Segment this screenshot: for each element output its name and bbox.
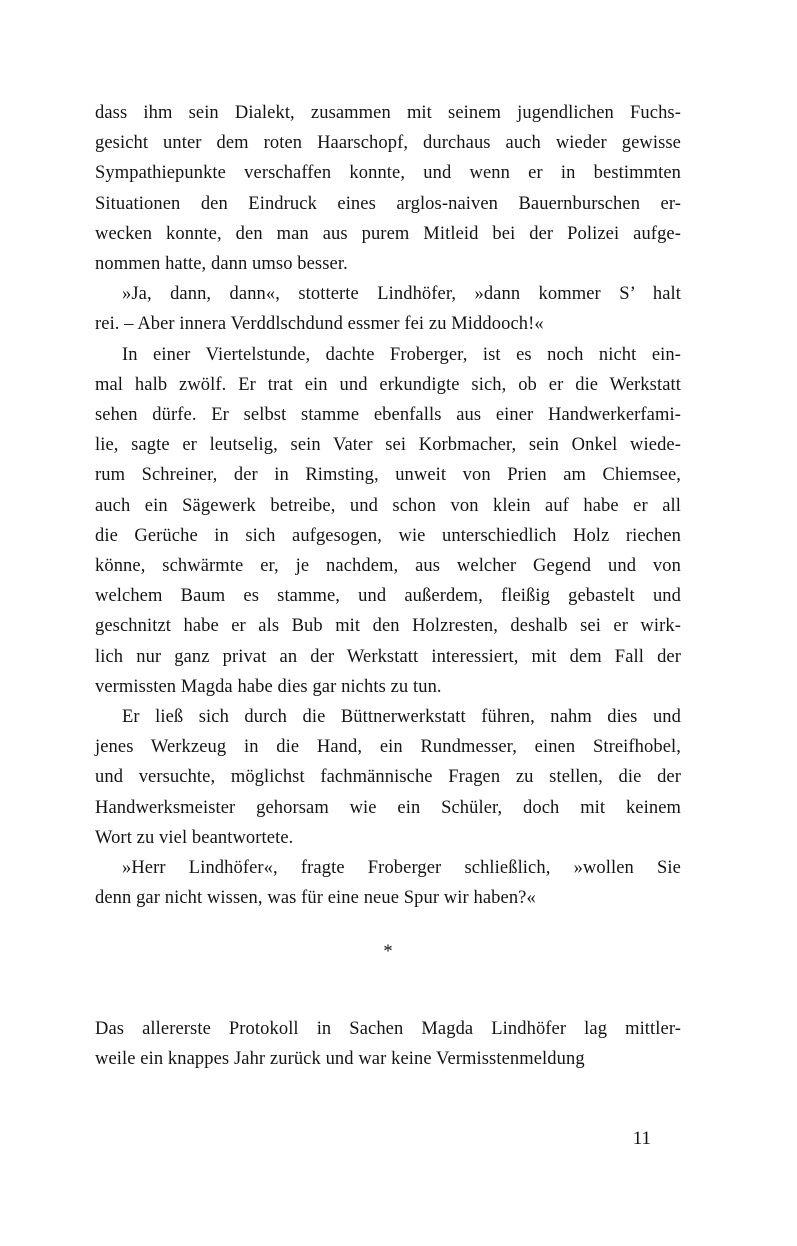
text-line: auch ein Sägewerk betreibe, und schon von klein auf habe er all (95, 495, 681, 516)
text-line: »Ja, dann, dann«, stotterte Lindhöfer, »dann kommer S’ halt (122, 284, 681, 305)
paragraph (95, 279, 681, 339)
text-line: lich nur ganz privat an der Werkstatt interessiert, mit dem Fall der (95, 646, 681, 667)
text-line: gesicht unter dem roten Haarschopf, durchaus auch wieder gewisse (95, 133, 681, 154)
text-block (95, 98, 681, 1074)
text-line: In einer Viertelstunde, dachte Froberger, ist es noch nicht ein- (122, 344, 681, 365)
text-line: Das allererste Protokoll in Sachen Magda Lindhöfer lag mittler- (95, 1018, 681, 1039)
text-line: welchem Baum es stamme, und außerdem, fleißig gebastelt und (95, 586, 681, 607)
page-number: 11 (632, 1128, 651, 1149)
text-line: geschnitzt habe er als Bub mit den Holzresten, deshalb sei er wirk- (95, 616, 681, 637)
text-line: weile ein knappes Jahr zurück und war keine Vermisstenmeldung (95, 1048, 585, 1069)
text-line: rei. – Aber innera Verddlschdund essmer fei zu Middooch!« (95, 314, 544, 335)
paragraph (95, 98, 681, 279)
text-line: Handwerksmeister gehorsam wie ein Schüler, doch mit keinem (95, 797, 681, 818)
text-line: wecken konnte, den man aus purem Mitleid bei der Polizei aufge- (95, 223, 681, 244)
text-line: und versuchte, möglichst fachmännische Fragen zu stellen, die der (95, 767, 681, 788)
text-line: jenes Werkzeug in die Hand, ein Rundmesser, einen Streifhobel, (95, 737, 681, 758)
text-line: lie, sagte er leutselig, sein Vater sei Korbmacher, sein Onkel wiede- (95, 435, 681, 456)
paragraph (95, 853, 681, 913)
paragraph (95, 1014, 681, 1074)
text-line: dass ihm sein Dialekt, zusammen mit seinem jugendlichen Fuchs- (95, 103, 681, 123)
text-line: mal halb zwölf. Er trat ein und erkundigte sich, ob er die Werkstatt (95, 374, 681, 395)
text-line: rum Schreiner, der in Rimsting, unweit von Prien am Chiemsee, (95, 465, 681, 486)
text-line: Wort zu viel beantwortete. (95, 827, 294, 848)
text-line: Er ließ sich durch die Büttnerwerkstatt führen, nahm dies und (122, 707, 681, 728)
paragraph (95, 340, 681, 702)
text-line: könne, schwärmte er, je nachdem, aus welcher Gegend und von (95, 556, 681, 577)
text-line: die Gerüche in sich aufgesogen, wie unterschiedlich Holz riechen (95, 525, 681, 546)
paragraph (95, 702, 681, 853)
text-line: sehen dürfe. Er selbst stamme ebenfalls aus einer Handwerkerfami- (95, 405, 681, 426)
section-separator: * (383, 942, 393, 963)
text-line: vermissten Magda habe dies gar nichts zu tun. (95, 676, 442, 697)
text-line: denn gar nicht wissen, was für eine neue Spur wir haben?« (95, 888, 536, 909)
text-line: Sympathiepunkte verschaffen konnte, und wenn er in bestimmten (95, 163, 681, 184)
text-line: Situationen den Eindruck eines arglos-naiven Bauernburschen er- (95, 193, 681, 214)
text-line: »Herr Lindhöfer«, fragte Froberger schließlich, »wollen Sie (122, 858, 681, 879)
text-line: nommen hatte, dann umso besser. (95, 254, 348, 275)
